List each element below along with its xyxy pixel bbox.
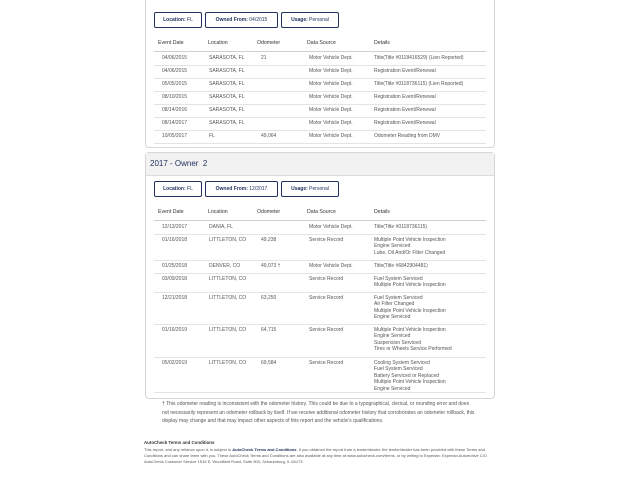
details-line: Engine Serviced: [374, 314, 411, 321]
data-source-cell: Motor Vehicle Dept.: [309, 94, 353, 100]
odometer-footnote: † This odometer reading is inconsistent with the odometer history. This could be due to a typographical, clerical, or rounding error and does not necessarily represent an odometer rollback by itself. If we receive additional odometer history that corroborates an odometer rollback, this display may change and that may impact other aspects of this report and the vehicle's qualifications.: [162, 401, 475, 425]
header-location: Location: [208, 40, 228, 46]
location-cell: SARASOTA, FL: [209, 81, 245, 87]
location-cell: FL: [209, 133, 215, 139]
details-cell: [374, 81, 463, 87]
event-date-cell: 10/05/2017: [162, 133, 188, 139]
details-line: Multiple Point Vehicle Inspection: [374, 307, 446, 314]
details-cell: [374, 94, 436, 100]
location-pill: [154, 181, 202, 197]
data-source-cell: Motor Vehicle Dept.: [309, 68, 353, 74]
odometer-cell: 21: [261, 55, 267, 61]
usage-pill: [281, 12, 339, 28]
location-cell: DENVER, CO: [209, 263, 241, 269]
event-date-cell: 08/14/2016: [162, 107, 188, 113]
details-line: Multiple Point Vehicle Inspection: [374, 237, 446, 243]
details-line: Fuel System Serviced: [374, 276, 423, 282]
owner-2-table-header: [154, 207, 486, 221]
data-source-cell: Motor Vehicle Dept.: [309, 81, 353, 87]
details-line: Fuel System Serviced: [374, 366, 423, 373]
odometer-cell: 49,073 †: [261, 263, 281, 269]
usage-pill: [281, 181, 339, 197]
details-cell: [374, 55, 464, 61]
data-source-cell: Service Record: [309, 276, 344, 282]
location-cell: SARASOTA, FL: [209, 94, 245, 100]
location-cell: SARASOTA, FL: [209, 68, 245, 74]
table-row: [154, 273, 486, 293]
event-date-cell: 01/16/2018: [162, 237, 188, 243]
header-location: Location: [208, 209, 228, 215]
odometer-cell: 69,584: [261, 360, 277, 366]
details-line: Air Filter Changed: [374, 301, 415, 308]
data-source-cell: Service Record: [309, 237, 344, 243]
event-date-cell: 03/09/2018: [162, 276, 188, 282]
owned-from-pill-label: Owned From:: [215, 186, 248, 192]
details-cell: [374, 68, 436, 74]
location-pill-value: FL: [187, 186, 193, 192]
location-cell: SARASOTA, FL: [209, 55, 245, 61]
details-line: Multiple Point Vehicle Inspection: [374, 379, 446, 386]
data-source-cell: Motor Vehicle Dept.: [309, 263, 353, 269]
details-line: Registration Event/Renewal: [374, 120, 436, 126]
data-source-cell: Service Record: [309, 360, 344, 366]
owner-1-table-header: [154, 38, 486, 52]
details-line: Title(Title #0118416529) (Lien Reported): [374, 55, 464, 61]
odometer-cell: 49,238: [261, 237, 277, 243]
location-cell: SARASOTA, FL: [209, 120, 245, 126]
header-details: Details: [374, 209, 390, 215]
event-date-cell: 12/13/2017: [162, 224, 188, 230]
location-pill-label: Location:: [163, 17, 186, 23]
usage-pill-value: Personal: [309, 186, 329, 192]
details-line: Registration Event/Renewal: [374, 68, 436, 74]
event-date-cell: 12/21/2018: [162, 295, 188, 301]
owned-from-pill-value: 04/2015: [249, 17, 268, 23]
data-source-cell: Motor Vehicle Dept.: [309, 133, 353, 139]
details-line: Registration Event/Renewal: [374, 94, 436, 100]
event-date-cell: 08/10/2015: [162, 94, 188, 100]
header-odometer: Odometer: [257, 40, 281, 46]
details-cell: [374, 237, 446, 256]
owner-2-title: 2017 - Owner: [150, 159, 199, 168]
table-row: [154, 357, 486, 393]
details-cell: [374, 120, 436, 126]
location-pill: [154, 12, 202, 28]
odometer-cell: 64,715: [261, 327, 277, 333]
event-date-cell: 05/05/2015: [162, 81, 188, 87]
details-line: Multiple Point Vehicle Inspection: [374, 327, 446, 333]
usage-pill-label: Usage:: [291, 17, 308, 23]
table-row: [154, 130, 486, 144]
table-row: [154, 117, 486, 131]
table-row: [154, 78, 486, 92]
table-row: [154, 104, 486, 118]
header-details: Details: [374, 40, 390, 46]
details-line: Cooling System Serviced: [374, 360, 430, 366]
terms-link[interactable]: AutoCheck Terms and Conditions: [232, 447, 297, 452]
data-source-cell: Service Record: [309, 327, 344, 333]
details-cell: [374, 276, 446, 289]
location-cell: LITTLETON, CO: [209, 295, 247, 301]
table-row: [154, 91, 486, 105]
details-line: Suspension Serviced: [374, 339, 421, 346]
terms-text-before: This report, and any reliance upon it, is subject to: [144, 447, 233, 452]
table-row: [154, 260, 486, 274]
table-row: [154, 234, 486, 261]
owner-2-number: 2: [202, 159, 208, 168]
event-date-cell: 05/02/2019: [162, 360, 188, 366]
header-odometer: Odometer: [257, 209, 281, 215]
details-line: Title(Title #6842904481): [374, 263, 428, 269]
details-line: Battery Serviced or Replaced: [374, 372, 440, 379]
data-source-cell: Motor Vehicle Dept.: [309, 107, 353, 113]
odometer-cell: 49,064: [261, 133, 277, 139]
data-source-cell: Motor Vehicle Dept.: [309, 120, 353, 126]
details-line: Tires or Wheels Service Performed: [374, 346, 452, 353]
table-row: [154, 324, 486, 358]
details-cell: [374, 133, 440, 139]
details-line: Fuel System Serviced: [374, 295, 423, 301]
terms-title: AutoCheck Terms and Conditions: [144, 440, 215, 445]
details-line: Lube, Oil And/Or Filter Changed: [374, 249, 446, 256]
details-cell: [374, 327, 452, 353]
terms-text-after: . If you obtained the report from a lender/dealer, the lender/dealer has been provided with these Terms and Conditions and can share them with you. These AutoCheck Terms and Conditions are also available at any time at www.autocheck.com/terms. or by writing to Experian: Experian Automotive C/O AutoCheck Customer Service 1515 E. Woodfield Road, Suite 500, Schaumburg, IL 60173: [144, 447, 487, 464]
location-pill-value: FL: [187, 17, 193, 23]
details-line: Odometer Reading from DMV: [374, 133, 441, 139]
header-data-source: Data Source: [307, 209, 336, 215]
event-date-cell: 01/16/2019: [162, 327, 188, 333]
terms-text: [144, 447, 496, 464]
location-cell: SARASOTA, FL: [209, 107, 245, 113]
table-row: [154, 52, 486, 66]
usage-pill-value: Personal: [309, 17, 329, 23]
details-line: Title(Title #0118736115): [374, 224, 428, 230]
details-cell: [374, 360, 446, 392]
location-cell: LITTLETON, CO: [209, 237, 247, 243]
details-line: Registration Event/Renewal: [374, 107, 436, 113]
event-date-cell: 04/06/2015: [162, 55, 188, 61]
details-line: Engine Serviced: [374, 385, 411, 392]
event-date-cell: 01/25/2018: [162, 263, 188, 269]
details-cell: [374, 107, 436, 113]
table-row: [154, 221, 486, 235]
event-date-cell: 04/06/2015: [162, 68, 188, 74]
data-source-cell: Motor Vehicle Dept.: [309, 55, 353, 61]
event-date-cell: 08/14/2017: [162, 120, 188, 126]
table-row: [154, 65, 486, 79]
details-cell: [374, 295, 446, 321]
owned-from-pill: [205, 12, 278, 28]
location-cell: LITTLETON, CO: [209, 360, 247, 366]
details-line: Engine Serviced: [374, 243, 411, 250]
owned-from-pill-label: Owned From:: [215, 17, 248, 23]
usage-pill-label: Usage:: [291, 186, 308, 192]
details-line: Multiple Point Vehicle Inspection: [374, 282, 446, 289]
table-row: [154, 292, 486, 325]
details-cell: [374, 224, 427, 230]
details-cell: [374, 263, 428, 269]
owner-2-heading: [146, 153, 494, 176]
owner-1-card: [145, 0, 495, 148]
data-source-cell: Motor Vehicle Dept.: [309, 224, 353, 230]
details-line: Engine Serviced: [374, 333, 411, 340]
owned-from-pill: [205, 181, 278, 197]
location-cell: DANIA, FL: [209, 224, 233, 230]
header-data-source: Data Source: [307, 40, 336, 46]
location-cell: LITTLETON, CO: [209, 276, 247, 282]
location-cell: LITTLETON, CO: [209, 327, 247, 333]
owner-2-card: [145, 152, 495, 399]
odometer-cell: 63,250: [261, 295, 277, 301]
location-pill-label: Location:: [163, 186, 186, 192]
data-source-cell: Service Record: [309, 295, 344, 301]
details-line: Title(Title #0118736115) (Lien Reported): [374, 81, 464, 87]
header-event-date: Event Date: [158, 40, 184, 46]
header-event-date: Event Date: [158, 209, 184, 215]
owned-from-pill-value: 12/2017: [249, 186, 268, 192]
